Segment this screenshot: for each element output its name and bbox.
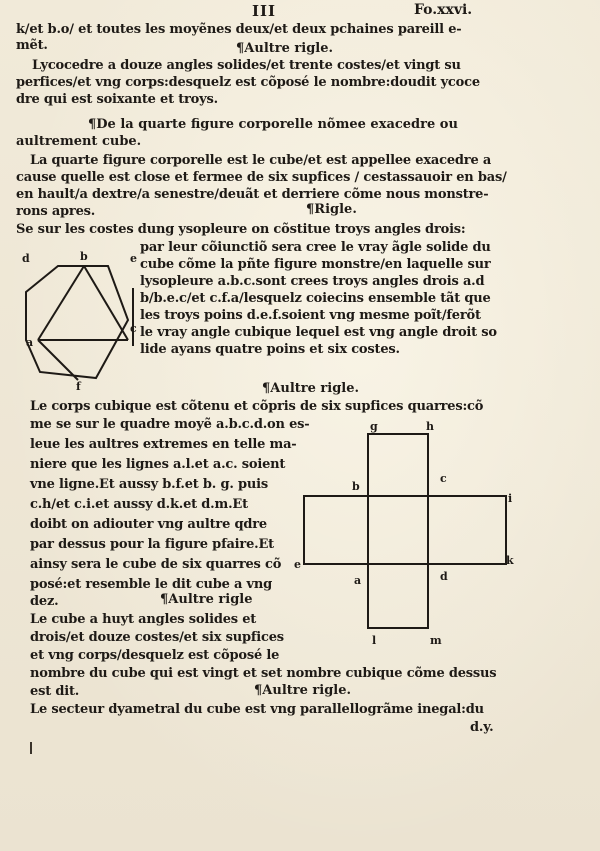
pilcrow-icon: ¶ — [236, 41, 245, 56]
ink-mark — [30, 742, 32, 754]
label-h: h — [426, 420, 434, 433]
pilcrow-icon: ¶ — [88, 117, 97, 132]
label-b: b — [352, 480, 360, 493]
text-line: nombre du cube qui est vingt et set nombre cubique cõme dessus — [30, 666, 497, 681]
text-line: et vng corps/desquelz est cõposé le — [30, 648, 280, 663]
net-square-left — [304, 496, 368, 564]
label-e: e — [294, 558, 301, 571]
text-line: me se sur le quadre moyẽ a.b.c.d.on es- — [30, 417, 310, 432]
section-heading — [160, 592, 253, 607]
net-square-bottom — [368, 564, 428, 628]
text-line: k/et b.o/ et toutes les moyẽnes deux/et deux pchaines pareill e- — [16, 22, 462, 37]
label-b: b — [80, 250, 88, 263]
text-line: lide ayans quatre poins et six costes. — [140, 342, 400, 357]
section-heading-cont: aultrement cube. — [16, 134, 142, 149]
text-line: ainsy sera le cube de six quarres cõ — [30, 557, 282, 572]
text-line: doibt on adiouter vng aultre qdre — [30, 517, 267, 532]
label-c: c — [440, 472, 447, 485]
text-line: c.h/et c.i.et aussy d.k.et d.m.Et — [30, 497, 248, 512]
text-line: en hault/a dextre/a senestre/deuãt et derriere cõme nous monstre- — [16, 187, 489, 202]
heading-text: Aultre rigle. — [244, 41, 334, 56]
text-line: Le secteur dyametral du cube est vng parallellogrãme inegal:du — [30, 702, 484, 717]
label-d: d — [440, 570, 448, 583]
text-line: dre qui est soixante et troys. — [16, 92, 218, 107]
text-line: rons apres. — [16, 204, 96, 219]
heading-text: Aultre rigle. — [270, 381, 360, 396]
heading-text: De la quarte figure corporelle nõmee exacedre ou — [96, 117, 458, 132]
text-line: par dessus pour la figure pfaire.Et — [30, 537, 274, 552]
pilcrow-icon: ¶ — [262, 381, 271, 396]
section-heading — [254, 683, 351, 698]
cube-net-figure — [290, 418, 520, 648]
text-line: mẽt. — [16, 38, 48, 53]
net-square-center — [368, 496, 428, 564]
section-heading — [236, 41, 333, 56]
text-line: Le cube a huyt angles solides et — [30, 612, 257, 627]
text-line: d.y. — [470, 720, 494, 735]
section-heading — [262, 381, 359, 396]
label-c: c — [130, 322, 137, 335]
text-line: Lycocedre a douze angles solides/et trente costes/et vingt su — [32, 58, 461, 73]
heading-text: Aultre rigle. — [262, 683, 352, 698]
text-line: leue les aultres extremes en telle ma- — [30, 437, 297, 452]
folio-number: Fo.xxvi. — [414, 2, 473, 18]
heading-text: Aultre rigle — [168, 592, 253, 607]
text-line: drois/et douze costes/et six supfices — [30, 630, 284, 645]
label-a: a — [354, 574, 362, 587]
label-f: f — [76, 380, 81, 390]
running-header — [0, 2, 600, 20]
label-d: d — [22, 252, 30, 265]
label-i: i — [508, 492, 513, 505]
text-line: par leur cõiunctiõ sera cree le vray ãgle solide du — [140, 240, 491, 255]
cube-angle-figure — [18, 250, 140, 390]
label-k: k — [506, 554, 514, 567]
text-line: La quarte figure corporelle est le cube/et est appellee exacedre a — [30, 153, 492, 168]
text-line: le vray angle cubique lequel est vng angle droit so — [140, 325, 497, 340]
text-line: vne ligne.Et aussy b.f.et b. g. puis — [30, 477, 269, 492]
net-square-top — [368, 434, 428, 496]
pilcrow-icon: ¶ — [160, 592, 169, 607]
text-line: cause quelle est close et fermee de six supfices / cestassauoir en bas/ — [16, 170, 507, 185]
page-number: III — [252, 2, 277, 20]
text-line: les troys poins d.e.f.soient vng mesme poĩt/ferõt — [140, 308, 481, 323]
label-g: g — [370, 420, 378, 433]
text-line: perfices/et vng corps:desquelz est cõposé le nombre:doudit ycoce — [16, 75, 480, 90]
text-line: est dit. — [30, 684, 80, 699]
text-line: lysopleure a.b.c.sont crees troys angles drois a.d — [140, 274, 485, 289]
label-m: m — [430, 634, 442, 647]
section-heading — [88, 117, 458, 132]
heading-text: Rigle. — [314, 202, 357, 217]
label-a: a — [26, 336, 34, 349]
text-line: niere que les lignes a.l.et a.c. soient — [30, 457, 286, 472]
text-line: Le corps cubique est cõtenu et cõpris de six supfices quarres:cõ — [30, 399, 484, 414]
text-line: b/b.e.c/et c.f.a/lesquelz coiecins ensemble tãt que — [140, 291, 491, 306]
text-line: cube cõme la pñte figure monstre/en laquelle sur — [140, 257, 491, 272]
section-heading — [306, 202, 357, 217]
pilcrow-icon: ¶ — [306, 202, 315, 217]
net-square-right — [428, 496, 506, 564]
label-l: l — [372, 634, 377, 647]
text-line: Se sur les costes dung ysopleure on cõstitue troys angles drois: — [16, 222, 466, 237]
label-e: e — [130, 252, 137, 265]
text-line: posé:et resemble le dit cube a vng — [30, 577, 273, 592]
figure-outline — [26, 266, 128, 378]
pilcrow-icon: ¶ — [254, 683, 263, 698]
text-line: dez. — [30, 594, 59, 609]
